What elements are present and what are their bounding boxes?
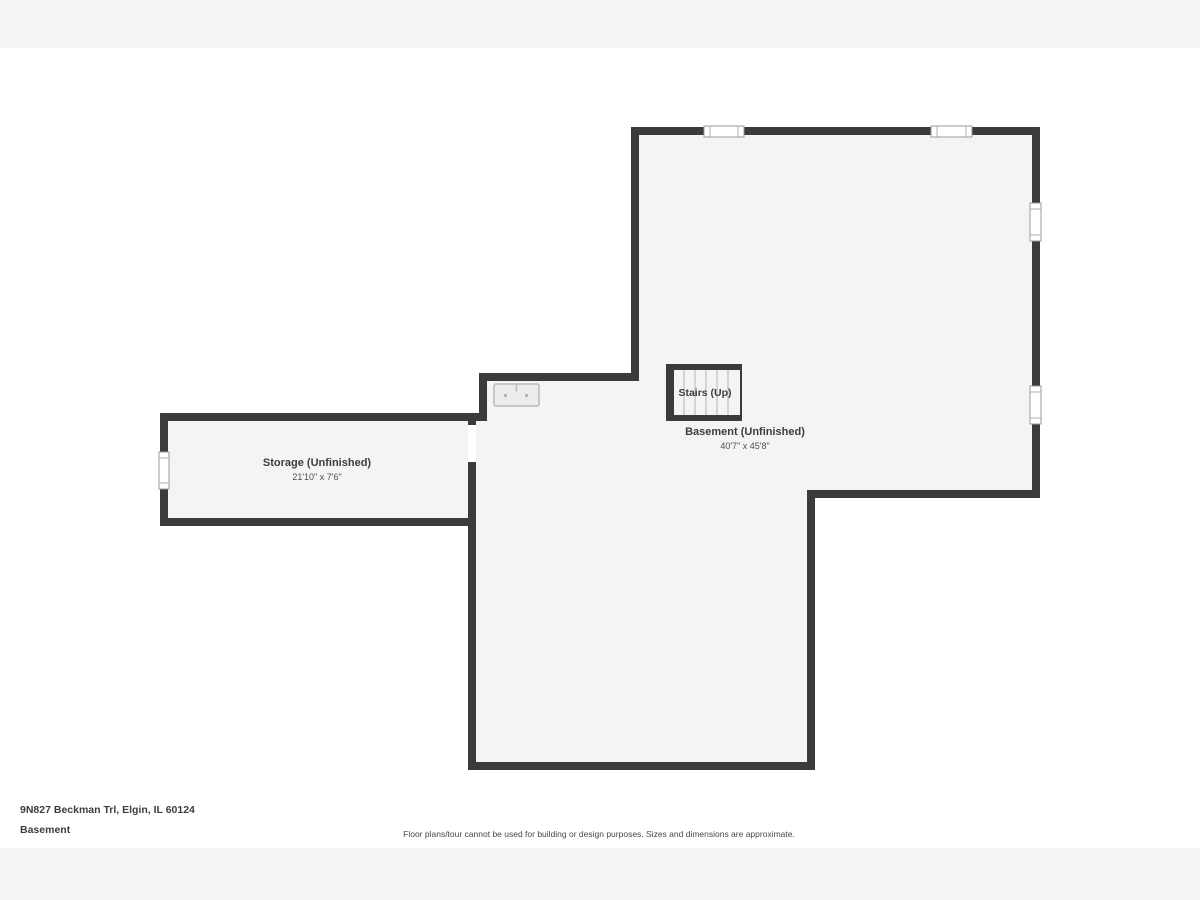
storage-room-dimensions: 21'10" x 7'6" bbox=[292, 472, 342, 482]
floor-name: Basement bbox=[20, 824, 71, 836]
basement-room-name: Basement (Unfinished) bbox=[685, 426, 805, 438]
stairs bbox=[666, 364, 742, 421]
property-address: 9N827 Beckman Trl, Elgin, IL 60124 bbox=[20, 804, 195, 816]
basement-room-dimensions: 40'7" x 45'8" bbox=[720, 441, 770, 451]
storage-door-opening bbox=[468, 425, 476, 462]
letterbox-top-band bbox=[0, 0, 1200, 48]
storage-room-floor bbox=[168, 421, 468, 518]
storage-room-name: Storage (Unfinished) bbox=[262, 457, 372, 469]
window-right-lower bbox=[1030, 386, 1041, 424]
window-storage-left bbox=[159, 452, 169, 489]
window-right-upper bbox=[1030, 203, 1041, 241]
letterbox-bottom-band bbox=[0, 848, 1200, 900]
window-top-left bbox=[704, 126, 744, 137]
stairs-label: Stairs (Up) bbox=[678, 387, 732, 399]
disclaimer-text: Floor plans/tour cannot be used for building or design purposes. Sizes and dimensions are approximate. bbox=[403, 829, 795, 839]
utility-sink-fixture bbox=[494, 384, 539, 406]
window-top-right bbox=[931, 126, 972, 137]
